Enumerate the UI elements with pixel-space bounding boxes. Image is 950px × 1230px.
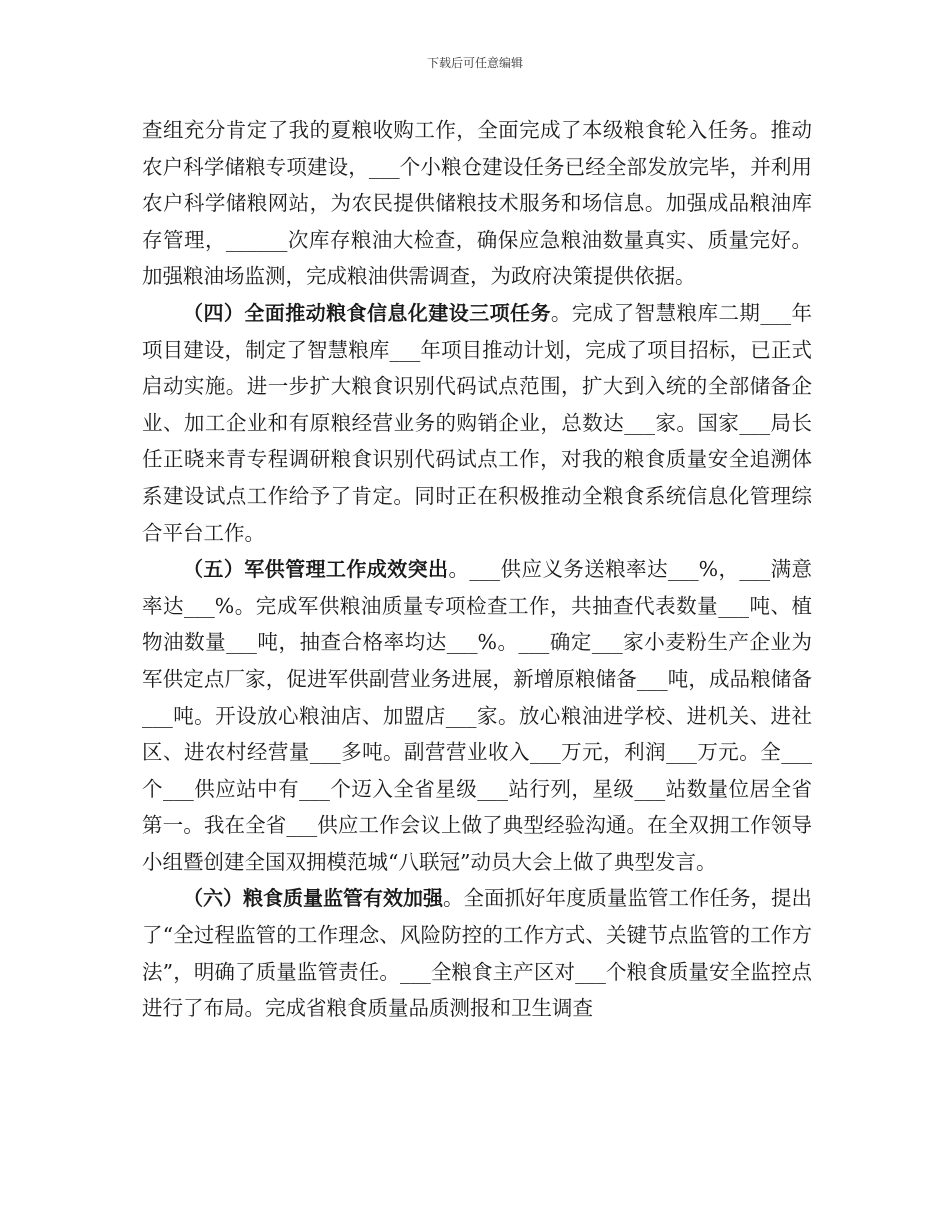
paragraph-section-4: [142, 295, 812, 551]
paragraph-text: 。___供应义务送粮率达___%，___满意率达___%。完成军供粮油质量专项检查工作，共抽查代表数量___吨、植物油数量___吨，抽查合格率均达___%。___确定___家小麦粉生产企业为军供定点厂家，促进军供副营业务进展，新增原粮储备___吨，成品粮储备___吨。开设放心粮油店、加盟店___家。放心粮油进学校、进机关、进社区、进农村经营量___多吨。副营营业收入___万元，利润___万元。全___个___供应站中有___个迈入全省星级___站行列，星级___站数量位居全省第一。我在全省___供应工作会议上做了典型经验沟通。在全双拥工作领导小组暨创建全国双拥模范城“八联冠”动员大会上做了典型发言。: [142, 557, 813, 874]
paragraph-text: 。全面抓好年度质量监管工作任务，提出了“全过程监管的工作理念、风险防控的工作方式、关键节点监管的工作方法”，明确了质量监管责任。___全粮食主产区对___个粮食质量安全监控点进行了布局。完成省粮食质量品质测报和卫生调查: [142, 886, 812, 1021]
paragraph-intro: [142, 112, 812, 295]
document-body: [142, 112, 812, 1027]
section-heading: （四）全面推动粮食信息化建设三项任务: [183, 300, 551, 325]
section-heading: （五）军供管理工作成效突出: [183, 557, 449, 582]
paragraph-section-6: [142, 880, 812, 1026]
section-heading: （六）粮食质量监管有效加强: [183, 886, 443, 911]
paragraph-text: 查组充分肯定了我的夏粮收购工作，全面完成了本级粮食轮入任务。推动农户科学储粮专项建设，___个小粮仓建设任务已经全部发放完毕，并利用农户科学储粮网站，为农民提供储粮技术服务和场信息。加强成品粮油库存管理，______次库存粮油大检查，确保应急粮油数量真实、质量完好。加强粮油场监测，完成粮油供需调查，为政府决策提供依据。: [142, 118, 812, 289]
paragraph-section-5: [142, 551, 812, 880]
page-header: 下载后可任意编辑: [426, 56, 523, 70]
paragraph-text: 。完成了智慧粮库二期___年项目建设，制定了智慧粮库___年项目推动计划，完成了项目招标，已正式启动实施。进一步扩大粮食识别代码试点范围，扩大到入统的全部储备企业、加工企业和有原粮经营业务的购销企业，总数达___家。国家___局长任正晓来青专程调研粮食识别代码试点工作，对我的粮食质量安全追溯体系建设试点工作给予了肯定。同时正在积极推动全粮食系统信息化管理综合平台工作。: [142, 300, 813, 545]
